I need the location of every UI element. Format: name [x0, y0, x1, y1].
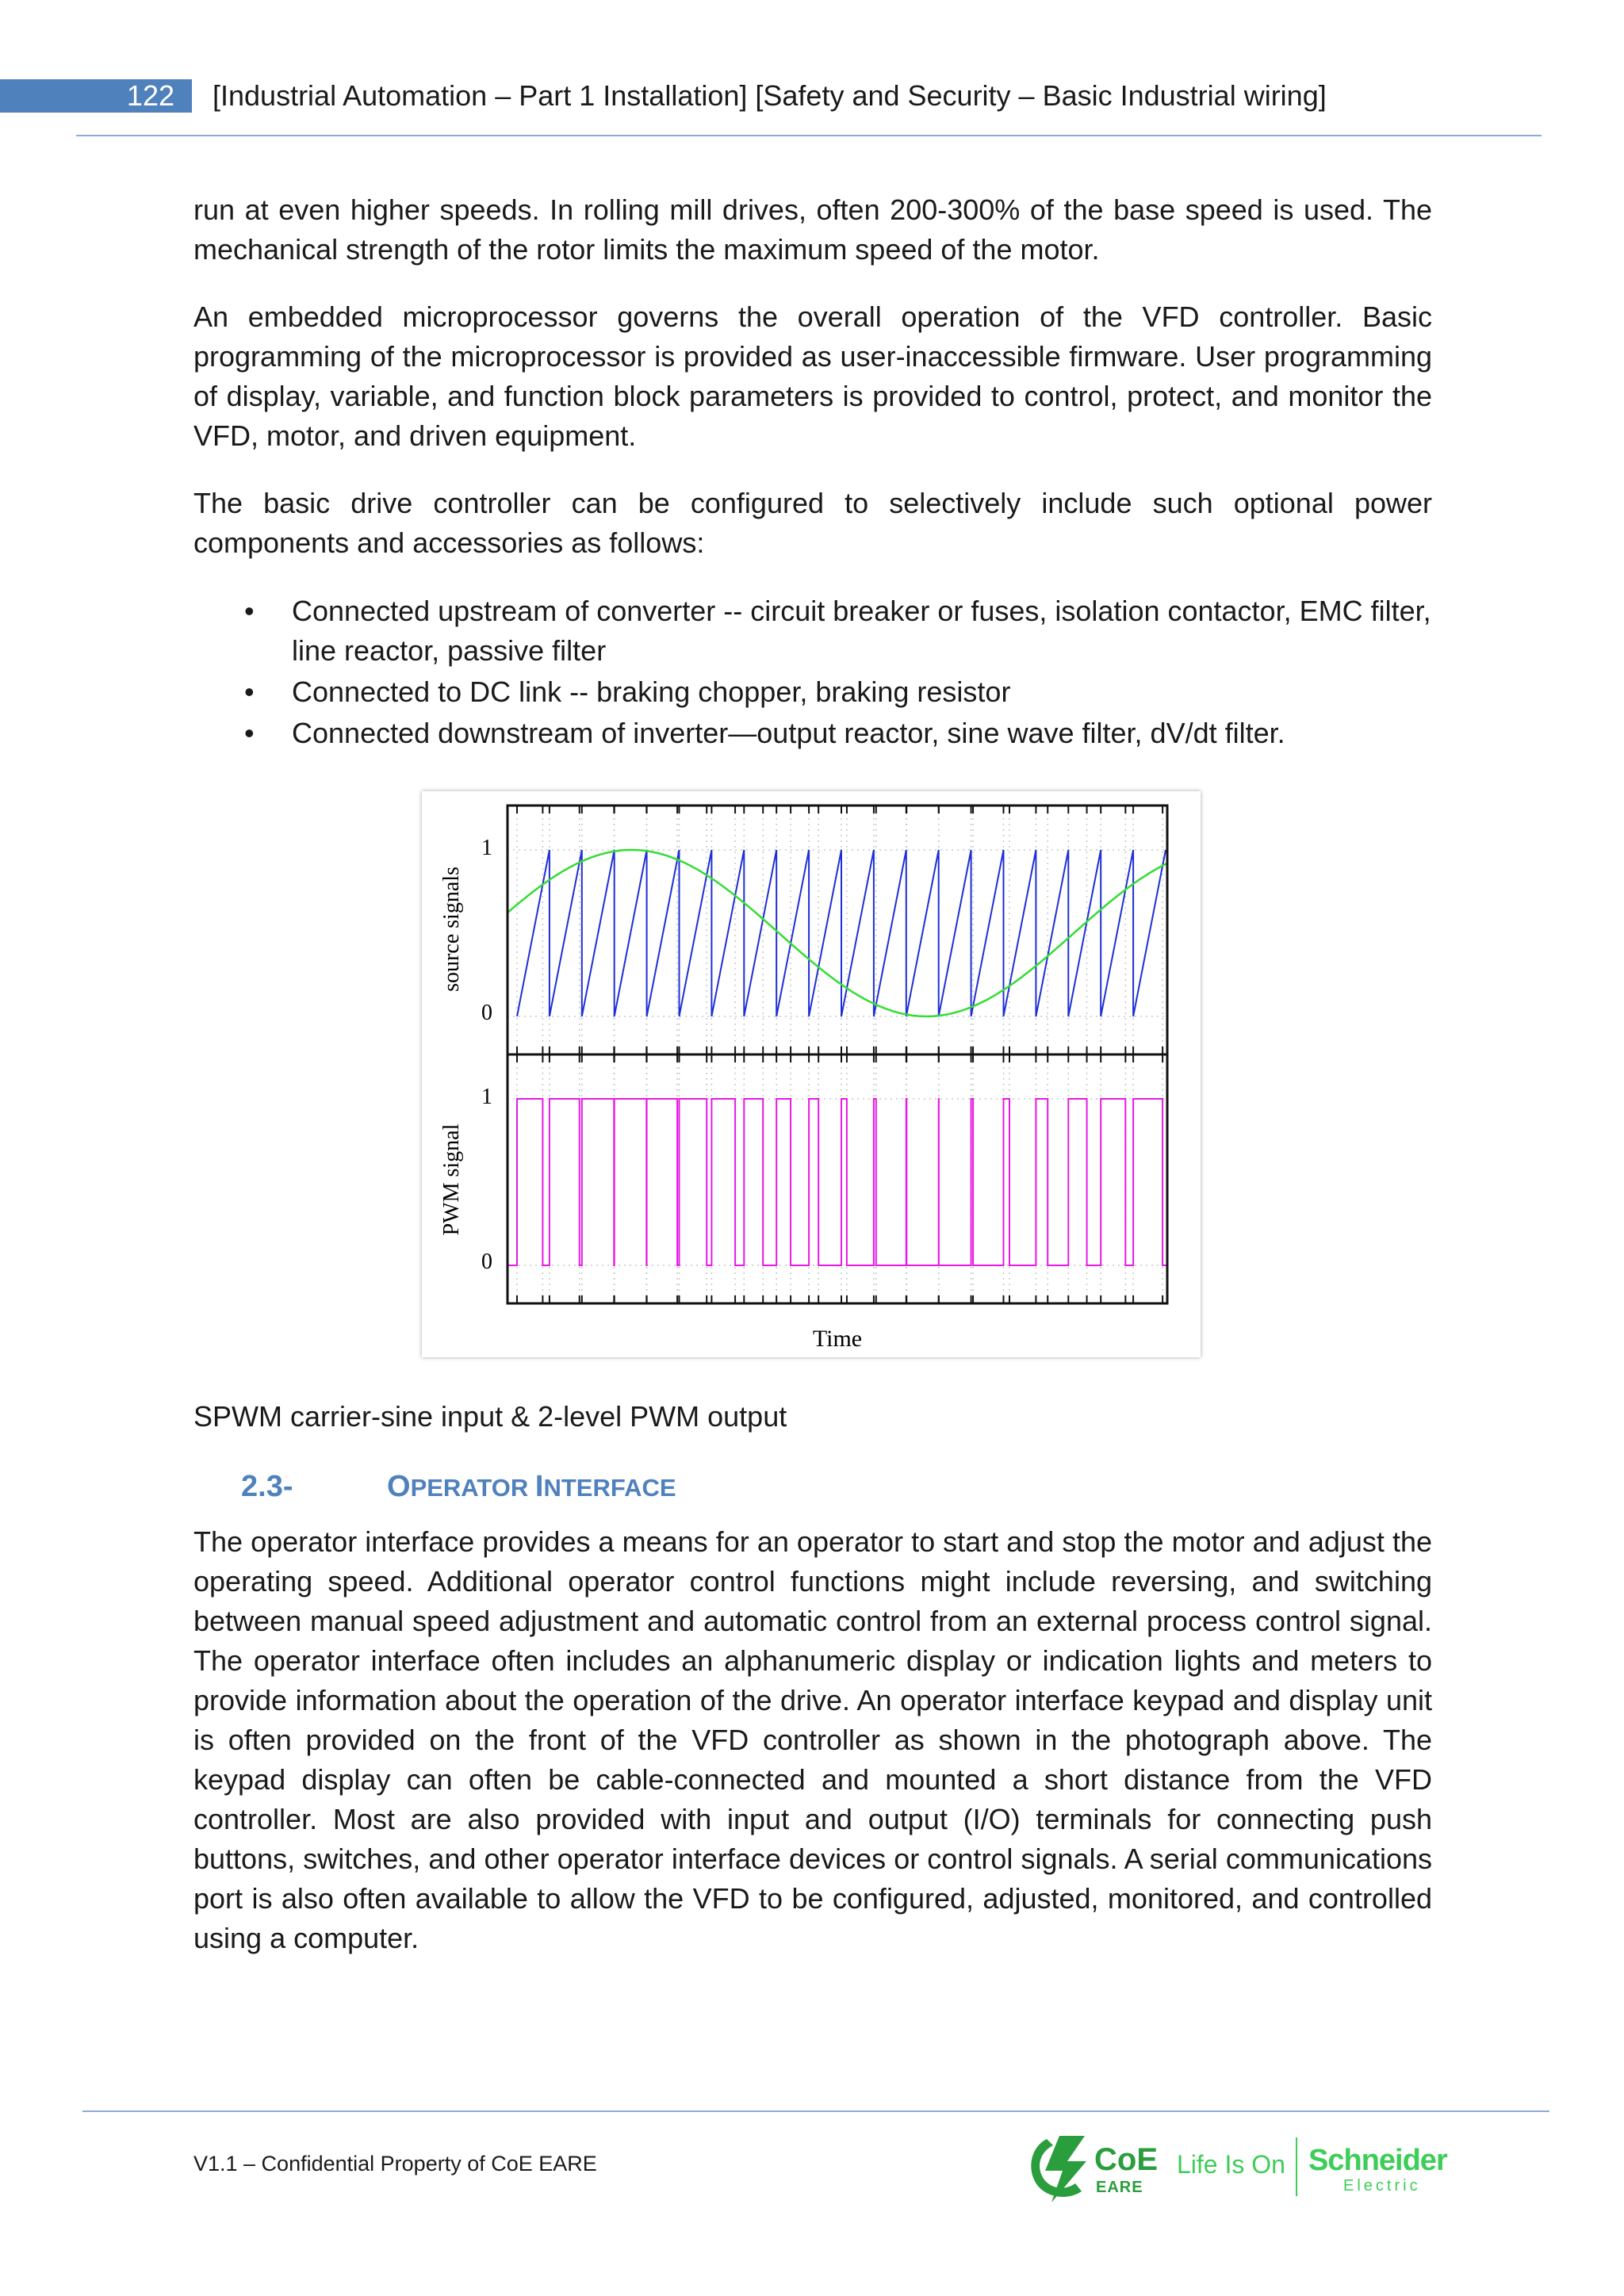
paragraph-operator-interface: The operator interface provides a means for an operator to start and stop the motor and adjust the operating speed. Additional operator control functions might include reversing, and switching between manual speed adjustment and automatic control from an external process control signal. The operator interface often includes an alphanumeric display or indication lights and meters to provide information about the operation of the drive. An operator interface keypad and display unit is often provided on the front of the VFD controller as shown in the photograph above. The keypad display can often be cable-connected and mounted a short distance from the VFD controller. Most are also provided with input and output (I/O) terminals for connecting push buttons, switches, and other operator interface devices or control signals. A serial communications port is also often available to allow the VFD to be configured, adjusted, monitored, and controlled using a computer.	[193, 1525, 1432, 1954]
coe-logo-icon	[1023, 2130, 1091, 2206]
life-is-on-tagline: Life Is On	[1177, 2150, 1285, 2179]
section-heading	[241, 1467, 676, 1508]
eare-logo-text: EARE	[1096, 2179, 1143, 2196]
pwm-series-line	[508, 1099, 1167, 1265]
list-item: • Connected downstream of inverter—output reactor, sine wave filter, dV/dt filter.	[193, 714, 1432, 753]
schneider-logo-text: Schneider	[1308, 2144, 1447, 2177]
section-title-part: PERATOR	[410, 1474, 535, 1502]
paragraph-3: The basic drive controller can be configured to selectively include such optional power components and accessories as follows:	[193, 487, 1432, 559]
bottom-ytick-0: 0	[481, 1249, 492, 1274]
header-rule	[76, 135, 1542, 136]
list-item: • Connected upstream of converter -- circuit breaker or fuses, isolation contactor, EMC filter, line reactor, passive filter	[193, 591, 1432, 671]
list-item: • Connected to DC link -- braking chopper, braking resistor	[193, 672, 1432, 712]
footer-logos	[1023, 2130, 1467, 2209]
paragraph-2: An embedded microprocessor governs the overall operation of the VFD controller. Basic programming of the microprocessor is provided as user-inaccessible firmware. User programming of display, variable, and function block parameters is provided to control, protect, and monitor the VFD, motor, and driven equipment.	[193, 300, 1432, 452]
section-title-part: O	[387, 1470, 411, 1503]
footer-text: V1.1 – Confidential Property of CoE EARE	[193, 2152, 597, 2175]
section-number: 2.3-	[241, 1470, 293, 1503]
bullet-icon: •	[244, 675, 255, 708]
section-title-part: I	[534, 1470, 544, 1503]
bullet-icon: •	[244, 595, 255, 627]
bullet-list	[193, 591, 1432, 755]
bottom-ylabel: PWM signal	[439, 1123, 464, 1236]
top-ytick-0: 0	[481, 1001, 492, 1025]
page-number: 122	[0, 79, 192, 113]
section-title-part: NTERFACE	[543, 1474, 676, 1502]
electric-logo-text: Electric	[1343, 2177, 1421, 2195]
spwm-figure	[422, 791, 1201, 1357]
x-axis-label: Time	[812, 1326, 863, 1352]
carrier-series-line	[517, 850, 1166, 1016]
top-ylabel: source signals	[439, 867, 464, 992]
coe-logo-text: CoE	[1094, 2142, 1158, 2177]
top-ytick-1: 1	[481, 836, 492, 860]
bullet-icon: •	[244, 717, 255, 749]
logo-divider	[1296, 2137, 1297, 2196]
bottom-ytick-1: 1	[481, 1085, 492, 1109]
spwm-chart	[422, 791, 1201, 1357]
figure-caption: SPWM carrier-sine input & 2-level PWM output	[193, 1400, 787, 1433]
header-title: [Industrial Automation – Part 1 Installation] [Safety and Security – Basic Industrial wiring]	[213, 79, 1327, 112]
paragraph-1: run at even higher speeds. In rolling mill drives, often 200-300% of the base speed is used. The mechanical strength of the rotor limits the maximum speed of the motor.	[193, 193, 1432, 266]
footer-rule	[82, 2110, 1549, 2112]
